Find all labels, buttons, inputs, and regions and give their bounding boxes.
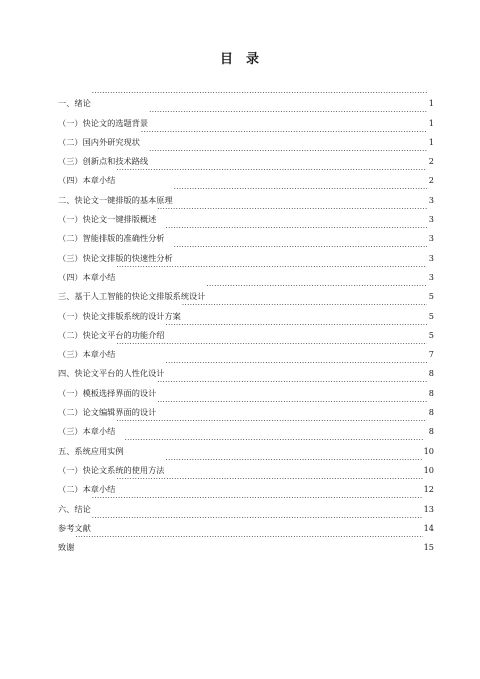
toc-entry-page-number: 5 [428, 329, 434, 340]
toc-entry[interactable] [58, 512, 434, 531]
toc-entry-page-number: 15 [423, 542, 434, 553]
toc-entry-page-number: 10 [423, 445, 434, 456]
toc-entry-label: 六、结论 [58, 503, 91, 514]
toc-entry-label: （四）本章小结 [58, 271, 116, 282]
toc-entry-label: 参考文献 [58, 522, 91, 533]
dot-leader [165, 222, 427, 241]
dot-leader [125, 434, 423, 453]
toc-entry[interactable] [58, 87, 434, 109]
toc-entry-page-number: 8 [428, 426, 434, 437]
toc-entry-page-number: 8 [428, 368, 434, 379]
dot-leader [157, 396, 427, 415]
toc-entry-page-number: 1 [428, 98, 434, 109]
toc-entry-page-number: 2 [428, 156, 434, 167]
dot-leader [116, 473, 422, 492]
toc-entry-label: 一、绪论 [58, 98, 91, 109]
toc-entry-label: （三）本章小结 [58, 349, 116, 360]
toc-entry-page-number: 10 [423, 464, 434, 475]
toc-entry-page-number: 3 [428, 214, 434, 225]
toc-entry-page-number: 1 [428, 117, 434, 128]
toc-entry-label: （二）国内外研究现状 [58, 136, 140, 147]
toc-entry-label: （一）模板选择界面的设计 [58, 387, 157, 398]
dot-leader [149, 106, 427, 125]
dot-leader [182, 299, 427, 318]
dot-leader [116, 261, 427, 280]
toc-title [0, 48, 480, 67]
toc-entry-label: （二）智能排版的准确性分析 [58, 233, 165, 244]
toc-entry-page-number: 3 [428, 271, 434, 282]
toc-title-char-1: 目 [219, 52, 234, 67]
toc-entry-label: 四、快论文平台的人性化设计 [58, 368, 165, 379]
toc-entry-label: 五、系统应用实例 [58, 445, 124, 456]
toc-entry-page-number: 14 [423, 522, 434, 533]
dot-leader [157, 376, 427, 395]
dot-leader [165, 319, 427, 338]
toc-entry-label: （一）快论文的选题背景 [58, 117, 149, 128]
dot-leader [206, 280, 427, 299]
dot-leader [165, 357, 427, 376]
toc-entry[interactable] [58, 531, 434, 553]
toc-entry-page-number: 3 [428, 194, 434, 205]
toc-entry-label: （三）快论文排版的快速性分析 [58, 252, 173, 263]
toc-entry-page-number: 3 [428, 252, 434, 263]
toc-entry-label: （三）本章小结 [58, 426, 116, 437]
dot-leader [116, 415, 427, 434]
dot-leader [157, 203, 427, 222]
toc-entry-label: （三）创新点和技术路线 [58, 156, 149, 167]
toc-entry-label: （一）快论文系统的使用方法 [58, 464, 165, 475]
toc-entry-page-number: 1 [428, 136, 434, 147]
dot-leader [174, 183, 427, 202]
toc-entry-label: （二）论文编辑界面的设计 [58, 407, 157, 418]
toc-entry-page-number: 8 [428, 407, 434, 418]
toc-entry-page-number: 13 [423, 503, 434, 514]
toc-entry-page-number: 3 [428, 233, 434, 244]
dot-leader [75, 531, 422, 550]
toc-entry-label: （一）快论文一键排版概述 [58, 214, 157, 225]
toc-entry[interactable] [58, 106, 434, 128]
toc-entry[interactable] [58, 492, 434, 514]
dot-leader [116, 338, 427, 357]
dot-leader [165, 454, 422, 473]
dot-leader [116, 164, 427, 183]
dot-leader [174, 241, 427, 260]
dot-leader [141, 126, 427, 145]
toc-entry-label: 三、基于人工智能的快论文排版系统设计 [58, 291, 206, 302]
toc-entry-label: （四）本章小结 [58, 175, 116, 186]
toc-entry-label: （二）本章小结 [58, 484, 116, 495]
dot-leader [149, 145, 427, 164]
toc-entry-label: （一）快论文排版系统的设计方案 [58, 310, 181, 321]
toc-entry-page-number: 2 [428, 175, 434, 186]
toc-entry-label: 二、快论文一键排版的基本原理 [58, 194, 173, 205]
dot-leader [92, 512, 423, 531]
toc-entry-page-number: 8 [428, 387, 434, 398]
toc-title-char-2: 录 [246, 52, 261, 67]
dot-leader [92, 492, 423, 511]
toc-entry-page-number: 12 [423, 484, 434, 495]
toc-entry-page-number: 5 [428, 310, 434, 321]
dot-leader [92, 87, 427, 106]
toc-entry-page-number: 7 [428, 349, 434, 360]
toc-entry-label: （二）快论文平台的功能介绍 [58, 329, 165, 340]
toc-list [58, 87, 434, 553]
toc-entry-label: 致谢 [58, 542, 75, 553]
toc-entry-page-number: 5 [428, 291, 434, 302]
